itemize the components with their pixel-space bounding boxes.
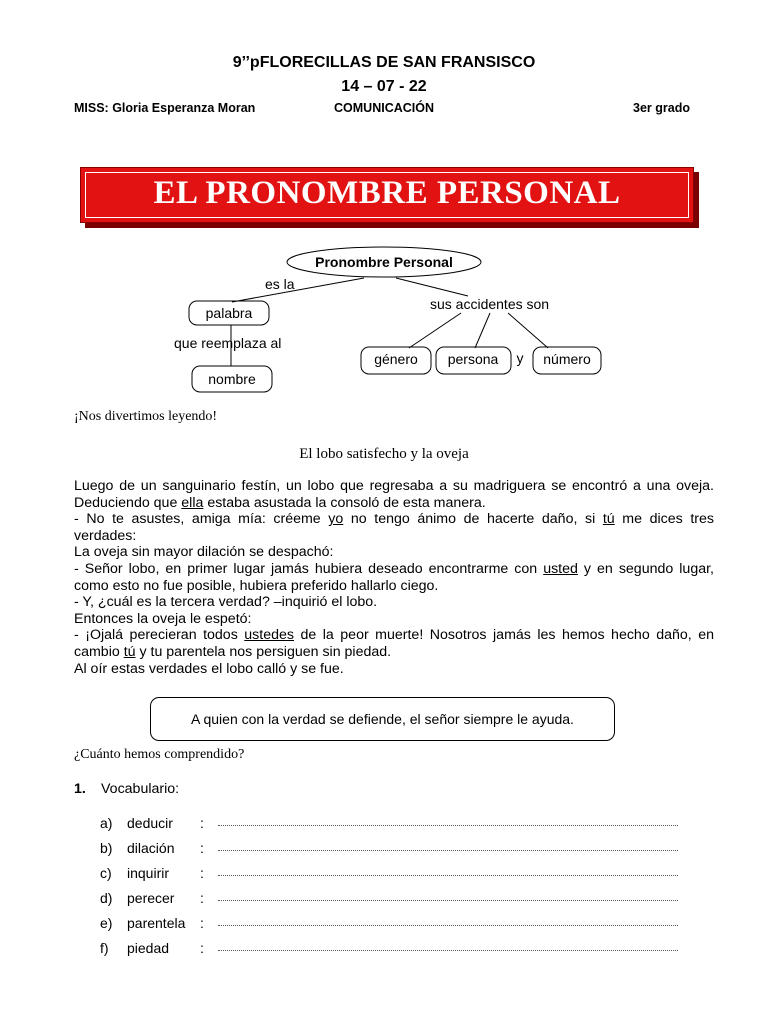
story-paragraph: - ¡Ojalá perecieran todos ustedes de la peor muerte! Nosotros jamás les hemos hecho daño, en cambio tú y tu parentela nos persiguen sin piedad. bbox=[74, 627, 714, 660]
pronoun-ella: ella bbox=[181, 494, 204, 511]
persona-node-label: persona bbox=[447, 351, 499, 367]
intro-line: ¡Nos divertimos leyendo! bbox=[74, 409, 218, 424]
item-colon: : bbox=[200, 940, 204, 956]
date-line: 14 – 07 - 22 bbox=[341, 78, 427, 95]
genero-node-label: género bbox=[374, 351, 418, 367]
connector-root-palabra bbox=[232, 278, 364, 302]
pronoun-yo: yo bbox=[328, 511, 344, 528]
connector-accidentes-numero bbox=[508, 313, 548, 348]
numero-node-label: número bbox=[543, 351, 591, 367]
link-que-reemplaza: que reemplaza al bbox=[174, 335, 282, 351]
story-paragraph: Al oír estas verdades el lobo calló y se fue. bbox=[74, 660, 344, 677]
item-letter: d) bbox=[100, 890, 113, 906]
answer-line[interactable] bbox=[218, 900, 678, 901]
story-paragraph: Entonces la oveja le espetó: bbox=[74, 610, 252, 627]
pronoun-ustedes: ustedes bbox=[244, 627, 294, 644]
connector-root-accidentes bbox=[396, 278, 468, 296]
item-colon: : bbox=[200, 815, 204, 831]
link-es-la: es la bbox=[265, 276, 295, 292]
story-paragraph: - Señor lobo, en primer lugar jamás hubiera deseado encontrarme con usted y en segundo lugar, como esto no fue posible, hubiera preferido hallarlo ciego. bbox=[74, 560, 714, 594]
school-title: 9’’pFLORECILLAS DE SAN FRANSISCO bbox=[232, 54, 536, 71]
item-word: deducir bbox=[127, 815, 173, 831]
item-letter: c) bbox=[100, 865, 112, 881]
answer-line[interactable] bbox=[218, 850, 678, 851]
item-colon: : bbox=[200, 840, 204, 856]
item-letter: b) bbox=[100, 840, 113, 856]
story-paragraph: - Y, ¿cuál es la tercera verdad? –inquirió el lobo. bbox=[74, 594, 378, 611]
link-accidentes: sus accidentes son bbox=[430, 296, 550, 312]
root-node-label: Pronombre Personal bbox=[315, 254, 453, 270]
grade-label: 3er grado bbox=[633, 101, 690, 115]
story-paragraph: - No te asustes, amiga mía: créeme yo no tengo ánimo de hacerte daño, si tú me dices tres verdades: bbox=[74, 511, 714, 544]
pronoun-tu: tú bbox=[602, 511, 615, 528]
pronoun-tu: tú bbox=[123, 643, 136, 660]
connector-accidentes-genero bbox=[409, 313, 461, 348]
item-letter: e) bbox=[100, 915, 113, 931]
item-word: dilación bbox=[127, 840, 175, 856]
answer-line[interactable] bbox=[218, 825, 678, 826]
exercise-title: Vocabulario: bbox=[101, 781, 180, 797]
story-paragraph: Luego de un sanguinario festín, un lobo que regresaba a su madriguera se encontró a una oveja. Deduciendo que ella estaba asustada la consoló de esta manera. bbox=[74, 478, 714, 511]
pronoun-usted: usted bbox=[543, 560, 578, 577]
story-body bbox=[74, 478, 714, 677]
banner-title: EL PRONOMBRE PERSONAL bbox=[153, 175, 621, 211]
answer-line[interactable] bbox=[218, 925, 678, 926]
item-colon: : bbox=[200, 890, 204, 906]
answer-line[interactable] bbox=[218, 950, 678, 951]
conjunction-y: y bbox=[516, 350, 524, 366]
answer-line[interactable] bbox=[218, 875, 678, 876]
story-title: El lobo satisfecho y la oveja bbox=[299, 446, 469, 462]
moral-box: A quien con la verdad se defiende, el señor siempre le ayuda. bbox=[150, 697, 615, 741]
concept-map bbox=[0, 0, 768, 410]
question-heading: ¿Cuánto hemos comprendido? bbox=[74, 747, 245, 762]
item-colon: : bbox=[200, 915, 204, 931]
teacher-name: MISS: Gloria Esperanza Moran bbox=[74, 101, 256, 115]
exercise-heading bbox=[74, 781, 180, 797]
item-word: inquirir bbox=[127, 865, 170, 881]
item-colon: : bbox=[200, 865, 204, 881]
subject-label: COMUNICACIÓN bbox=[334, 101, 434, 115]
story-paragraph: La oveja sin mayor dilación se despachó: bbox=[74, 544, 334, 561]
nombre-node-label: nombre bbox=[208, 371, 256, 387]
item-letter: f) bbox=[100, 940, 109, 956]
item-letter: a) bbox=[100, 815, 113, 831]
item-word: parentela bbox=[127, 915, 186, 931]
exercise-number: 1. bbox=[74, 781, 86, 797]
connector-accidentes-persona bbox=[475, 313, 490, 348]
item-word: perecer bbox=[127, 890, 175, 906]
palabra-node-label: palabra bbox=[205, 305, 253, 321]
item-word: piedad bbox=[127, 940, 170, 956]
